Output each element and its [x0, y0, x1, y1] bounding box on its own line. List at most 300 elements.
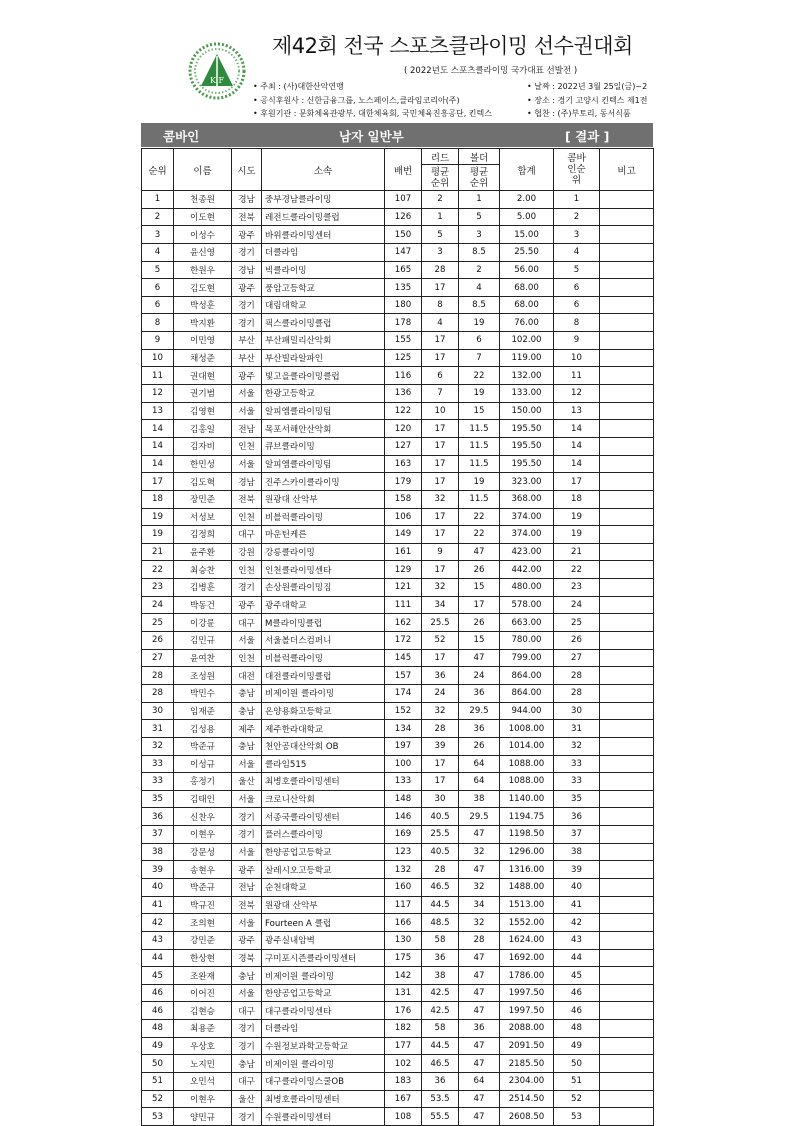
note-cell	[600, 561, 654, 579]
lead-cell: 42.5	[422, 984, 459, 1002]
rank-cell: 14	[142, 455, 174, 473]
rank-cell: 32	[142, 737, 174, 755]
event-info-right	[527, 80, 659, 121]
boulder-cell: 7	[459, 349, 500, 367]
name-cell: 김태인	[174, 790, 232, 808]
bib-cell: 166	[385, 914, 422, 932]
bib-cell: 167	[385, 1090, 422, 1108]
note-cell	[600, 1020, 654, 1038]
lead-cell: 36	[422, 949, 459, 967]
rank-cell: 17	[142, 473, 174, 491]
region-cell: 서울	[232, 402, 262, 420]
note-cell	[600, 314, 654, 332]
total-cell: 374.00	[500, 508, 554, 526]
lead-cell: 46.5	[422, 878, 459, 896]
club-cell: 순천대학교	[262, 878, 385, 896]
rank-cell: 3	[142, 226, 174, 244]
rank-cell: 42	[142, 914, 174, 932]
total-cell: 323.00	[500, 473, 554, 491]
note-cell	[600, 632, 654, 650]
combined-rank-cell: 50	[554, 1055, 600, 1073]
total-cell: 195.50	[500, 437, 554, 455]
bib-cell: 165	[385, 261, 422, 279]
boulder-cell: 47	[459, 543, 500, 561]
bib-cell: 162	[385, 614, 422, 632]
rank-cell: 14	[142, 420, 174, 438]
name-cell: 이현우	[174, 1090, 232, 1108]
boulder-cell: 22	[459, 367, 500, 385]
bib-cell: 129	[385, 561, 422, 579]
table-row	[142, 826, 654, 844]
boulder-cell: 22	[459, 508, 500, 526]
region-cell: 광주	[232, 596, 262, 614]
lead-cell: 34	[422, 596, 459, 614]
region-cell: 대전	[232, 667, 262, 685]
name-cell: 박지환	[174, 314, 232, 332]
note-cell	[600, 896, 654, 914]
boulder-cell: 47	[459, 649, 500, 667]
combined-rank-cell: 32	[554, 737, 600, 755]
name-cell: 장민준	[174, 490, 232, 508]
region-cell: 제주	[232, 720, 262, 738]
table-row	[142, 579, 654, 597]
bib-cell: 133	[385, 773, 422, 791]
combined-rank-cell: 33	[554, 773, 600, 791]
note-cell	[600, 455, 654, 473]
bib-cell: 180	[385, 296, 422, 314]
region-cell: 대구	[232, 614, 262, 632]
region-cell: 경기	[232, 314, 262, 332]
club-cell: 한양공업고등학교	[262, 984, 385, 1002]
region-cell: 경기	[232, 826, 262, 844]
table-row	[142, 878, 654, 896]
rank-cell: 14	[142, 437, 174, 455]
total-cell: 150.00	[500, 402, 554, 420]
header-rank: 순위	[142, 149, 174, 191]
boulder-cell: 11.5	[459, 490, 500, 508]
region-cell: 경기	[232, 1108, 262, 1126]
total-cell: 944.00	[500, 702, 554, 720]
total-cell: 864.00	[500, 684, 554, 702]
rank-cell: 4	[142, 243, 174, 261]
table-row	[142, 667, 654, 685]
combined-rank-cell: 37	[554, 826, 600, 844]
combined-rank-cell: 19	[554, 508, 600, 526]
lead-cell: 36	[422, 1073, 459, 1091]
table-row	[142, 279, 654, 297]
club-cell: 광주대학교	[262, 596, 385, 614]
region-cell: 경남	[232, 261, 262, 279]
bib-cell: 117	[385, 896, 422, 914]
combined-rank-cell: 17	[554, 473, 600, 491]
combined-rank-cell: 25	[554, 614, 600, 632]
boulder-cell: 47	[459, 1108, 500, 1126]
table-row	[142, 914, 654, 932]
bib-cell: 177	[385, 1037, 422, 1055]
rank-cell: 35	[142, 790, 174, 808]
note-cell	[600, 702, 654, 720]
combined-rank-cell: 8	[554, 314, 600, 332]
name-cell: 김홍일	[174, 420, 232, 438]
club-cell: 풍암고등학교	[262, 279, 385, 297]
club-cell: 한광고등학교	[262, 385, 385, 403]
table-row	[142, 1090, 654, 1108]
total-cell: 1997.50	[500, 984, 554, 1002]
note-cell	[600, 790, 654, 808]
boulder-cell: 47	[459, 967, 500, 985]
header-region: 시도	[232, 149, 262, 191]
note-cell	[600, 649, 654, 667]
table-row	[142, 614, 654, 632]
total-cell: 195.50	[500, 420, 554, 438]
header-boulder: 볼더	[459, 149, 500, 165]
table-row	[142, 755, 654, 773]
region-cell: 경기	[232, 808, 262, 826]
club-cell: 알피엠클라이밍팀	[262, 402, 385, 420]
total-cell: 368.00	[500, 490, 554, 508]
name-cell: 노지민	[174, 1055, 232, 1073]
total-cell: 1088.00	[500, 773, 554, 791]
boulder-cell: 64	[459, 773, 500, 791]
combined-rank-cell: 11	[554, 367, 600, 385]
table-row	[142, 949, 654, 967]
table-row	[142, 526, 654, 544]
club-cell: 인천클라이밍센타	[262, 561, 385, 579]
banner-category: 남자 일반부	[339, 129, 404, 144]
note-cell	[600, 1037, 654, 1055]
club-cell: 원광대 산악부	[262, 490, 385, 508]
table-row	[142, 843, 654, 861]
name-cell: 김민규	[174, 632, 232, 650]
bib-cell: 106	[385, 508, 422, 526]
bib-cell: 158	[385, 490, 422, 508]
name-cell: 조의현	[174, 914, 232, 932]
name-cell: 윤주환	[174, 543, 232, 561]
name-cell: 박성훈	[174, 296, 232, 314]
region-cell: 강원	[232, 543, 262, 561]
bib-cell: 125	[385, 349, 422, 367]
info-sponsor: • 공식후원사 : 신한금융그룹, 노스페이스,클라임코리아(주)	[253, 94, 543, 108]
note-cell	[600, 208, 654, 226]
total-cell: 1316.00	[500, 861, 554, 879]
combined-rank-cell: 14	[554, 437, 600, 455]
combined-rank-cell: 2	[554, 208, 600, 226]
table-row	[142, 861, 654, 879]
region-cell: 충남	[232, 702, 262, 720]
combined-rank-cell: 22	[554, 561, 600, 579]
bib-cell: 160	[385, 878, 422, 896]
boulder-cell: 19	[459, 314, 500, 332]
name-cell: 송현우	[174, 861, 232, 879]
club-cell: 서울볼더스컴퍼니	[262, 632, 385, 650]
header-boulder-avg-rank: 평균순위	[459, 165, 500, 191]
table-row	[142, 1020, 654, 1038]
rank-cell: 8	[142, 314, 174, 332]
boulder-cell: 47	[459, 1002, 500, 1020]
boulder-cell: 29.5	[459, 808, 500, 826]
boulder-cell: 29.5	[459, 702, 500, 720]
table-row	[142, 632, 654, 650]
lead-cell: 40.5	[422, 843, 459, 861]
lead-cell: 44.5	[422, 896, 459, 914]
region-cell: 전북	[232, 208, 262, 226]
bib-cell: 149	[385, 526, 422, 544]
total-cell: 1014.00	[500, 737, 554, 755]
rank-cell: 33	[142, 755, 174, 773]
table-row	[142, 437, 654, 455]
combined-rank-cell: 1	[554, 191, 600, 209]
info-organizer: • 주최 : (사)대한산악연맹	[253, 80, 543, 94]
region-cell: 서울	[232, 984, 262, 1002]
lead-cell: 4	[422, 314, 459, 332]
total-cell: 864.00	[500, 667, 554, 685]
combined-rank-cell: 52	[554, 1090, 600, 1108]
club-cell: 픽스클라이밍클럽	[262, 314, 385, 332]
club-cell: 더클라임	[262, 243, 385, 261]
total-cell: 423.00	[500, 543, 554, 561]
club-cell: 수원정보과학고등학교	[262, 1037, 385, 1055]
club-cell: 손상원클라이밍짐	[262, 579, 385, 597]
combined-rank-cell: 46	[554, 1002, 600, 1020]
region-cell: 서울	[232, 455, 262, 473]
kf-logo	[188, 42, 246, 100]
club-cell: 클라임515	[262, 755, 385, 773]
table-row	[142, 490, 654, 508]
region-cell: 경기	[232, 579, 262, 597]
lead-cell: 17	[422, 755, 459, 773]
rank-cell: 53	[142, 1108, 174, 1126]
bib-cell: 135	[385, 279, 422, 297]
club-cell: 대구클라이밍스쿨OB	[262, 1073, 385, 1091]
bib-cell: 132	[385, 861, 422, 879]
club-cell: 중부경남클라이밍	[262, 191, 385, 209]
combined-rank-cell: 12	[554, 385, 600, 403]
note-cell	[600, 261, 654, 279]
table-row	[142, 790, 654, 808]
note-cell	[600, 349, 654, 367]
table-row	[142, 596, 654, 614]
total-cell: 2185.50	[500, 1055, 554, 1073]
club-cell: 한양공업고등학교	[262, 843, 385, 861]
combined-rank-cell: 14	[554, 420, 600, 438]
boulder-cell: 2	[459, 261, 500, 279]
club-cell: 크로니산악회	[262, 790, 385, 808]
header-lead: 리드	[422, 149, 459, 165]
bib-cell: 121	[385, 579, 422, 597]
rank-cell: 37	[142, 826, 174, 844]
bib-cell: 145	[385, 649, 422, 667]
table-row	[142, 543, 654, 561]
rank-cell: 28	[142, 684, 174, 702]
total-cell: 2088.00	[500, 1020, 554, 1038]
bib-cell: 155	[385, 332, 422, 350]
total-cell: 15.00	[500, 226, 554, 244]
boulder-cell: 24	[459, 667, 500, 685]
combined-rank-cell: 38	[554, 843, 600, 861]
note-cell	[600, 984, 654, 1002]
name-cell: 윤신영	[174, 243, 232, 261]
bib-cell: 147	[385, 243, 422, 261]
bib-cell: 111	[385, 596, 422, 614]
bib-cell: 197	[385, 737, 422, 755]
lead-cell: 28	[422, 861, 459, 879]
name-cell: 김도현	[174, 279, 232, 297]
bib-cell: 107	[385, 191, 422, 209]
lead-cell: 39	[422, 737, 459, 755]
rank-cell: 12	[142, 385, 174, 403]
boulder-cell: 38	[459, 790, 500, 808]
note-cell	[600, 614, 654, 632]
total-cell: 374.00	[500, 526, 554, 544]
boulder-cell: 6	[459, 332, 500, 350]
rank-cell: 26	[142, 632, 174, 650]
club-cell: 대전클라이밍클럽	[262, 667, 385, 685]
total-cell: 663.00	[500, 614, 554, 632]
total-cell: 5.00	[500, 208, 554, 226]
region-cell: 경기	[232, 1037, 262, 1055]
table-row	[142, 1037, 654, 1055]
combined-rank-cell: 19	[554, 526, 600, 544]
total-cell: 1488.00	[500, 878, 554, 896]
table-row	[142, 1073, 654, 1091]
club-cell: M클라이밍클럽	[262, 614, 385, 632]
table-row	[142, 261, 654, 279]
boulder-cell: 1	[459, 191, 500, 209]
rank-cell: 25	[142, 614, 174, 632]
region-cell: 인천	[232, 649, 262, 667]
total-cell: 68.00	[500, 279, 554, 297]
total-cell: 2608.50	[500, 1108, 554, 1126]
table-row	[142, 684, 654, 702]
lead-cell: 17	[422, 437, 459, 455]
combined-rank-cell: 5	[554, 261, 600, 279]
event-info-left	[253, 80, 543, 121]
table-row	[142, 455, 654, 473]
info-venue: • 장소 : 경기 고양시 킨텍스 제1전	[527, 94, 659, 108]
rank-cell: 28	[142, 667, 174, 685]
note-cell	[600, 543, 654, 561]
table-row	[142, 208, 654, 226]
boulder-cell: 8.5	[459, 243, 500, 261]
rank-cell: 19	[142, 508, 174, 526]
rank-cell: 52	[142, 1090, 174, 1108]
bib-cell: 178	[385, 314, 422, 332]
combined-rank-cell: 49	[554, 1037, 600, 1055]
name-cell: 이도현	[174, 208, 232, 226]
bib-cell: 146	[385, 808, 422, 826]
bib-cell: 163	[385, 455, 422, 473]
lead-cell: 1	[422, 208, 459, 226]
region-cell: 충남	[232, 737, 262, 755]
region-cell: 전남	[232, 878, 262, 896]
note-cell	[600, 931, 654, 949]
lead-cell: 17	[422, 332, 459, 350]
header-club: 소속	[262, 149, 385, 191]
table-row	[142, 314, 654, 332]
club-cell: 온양용화고등학교	[262, 702, 385, 720]
rank-cell: 30	[142, 702, 174, 720]
club-cell: 구미포시즌클라이밍센터	[262, 949, 385, 967]
table-row	[142, 243, 654, 261]
boulder-cell: 11.5	[459, 455, 500, 473]
combined-rank-cell: 10	[554, 349, 600, 367]
combined-rank-cell: 33	[554, 755, 600, 773]
boulder-cell: 28	[459, 931, 500, 949]
combined-rank-cell: 45	[554, 967, 600, 985]
note-cell	[600, 596, 654, 614]
region-cell: 광주	[232, 279, 262, 297]
region-cell: 부산	[232, 332, 262, 350]
club-cell: 원광대 산악부	[262, 896, 385, 914]
club-cell: 알피엠클라이밍팀	[262, 455, 385, 473]
total-cell: 2514.50	[500, 1090, 554, 1108]
banner-result: [ 결과 ]	[565, 129, 610, 144]
club-cell: 비블럭클라이밍	[262, 649, 385, 667]
region-cell: 서울	[232, 632, 262, 650]
club-cell: 수원클라이밍센터	[262, 1108, 385, 1126]
lead-cell: 17	[422, 279, 459, 297]
table-row	[142, 473, 654, 491]
bib-cell: 157	[385, 667, 422, 685]
name-cell: 권기범	[174, 385, 232, 403]
info-supporter: • 후원기관 : 문화체육관광부, 대한체육회, 국민체육진흥공단, 킨텍스	[253, 107, 543, 121]
region-cell: 경북	[232, 949, 262, 967]
rank-cell: 10	[142, 349, 174, 367]
lead-cell: 8	[422, 296, 459, 314]
name-cell: 이성규	[174, 755, 232, 773]
lead-cell: 10	[422, 402, 459, 420]
name-cell: 이현우	[174, 826, 232, 844]
boulder-cell: 36	[459, 720, 500, 738]
rank-cell: 6	[142, 296, 174, 314]
rank-cell: 48	[142, 1020, 174, 1038]
table-row	[142, 931, 654, 949]
rank-cell: 2	[142, 208, 174, 226]
info-cosponsor: • 협찬 : (주)부토리, 동서식품	[527, 107, 659, 121]
note-cell	[600, 1073, 654, 1091]
table-row	[142, 896, 654, 914]
club-cell: 광주실내암벽	[262, 931, 385, 949]
total-cell: 442.00	[500, 561, 554, 579]
rank-cell: 27	[142, 649, 174, 667]
name-cell: 우상호	[174, 1037, 232, 1055]
club-cell: 플러스클라이밍	[262, 826, 385, 844]
bib-cell: 116	[385, 367, 422, 385]
region-cell: 서울	[232, 385, 262, 403]
page-subtitle: ( 2022년도 스포츠클라이밍 국가대표 선발전 )	[404, 66, 578, 76]
boulder-cell: 26	[459, 737, 500, 755]
name-cell: 김병훈	[174, 579, 232, 597]
total-cell: 1692.00	[500, 949, 554, 967]
note-cell	[600, 473, 654, 491]
note-cell	[600, 843, 654, 861]
lead-cell: 7	[422, 385, 459, 403]
bib-cell: 127	[385, 437, 422, 455]
combined-rank-cell: 6	[554, 279, 600, 297]
combined-rank-cell: 18	[554, 490, 600, 508]
club-cell: 비블럭클라이밍	[262, 508, 385, 526]
note-cell	[600, 1055, 654, 1073]
total-cell: 2.00	[500, 191, 554, 209]
table-row	[142, 1002, 654, 1020]
table-row	[142, 561, 654, 579]
table-row	[142, 402, 654, 420]
total-cell: 480.00	[500, 579, 554, 597]
note-cell	[600, 243, 654, 261]
name-cell: 강민준	[174, 931, 232, 949]
name-cell: 강문성	[174, 843, 232, 861]
bib-cell: 169	[385, 826, 422, 844]
